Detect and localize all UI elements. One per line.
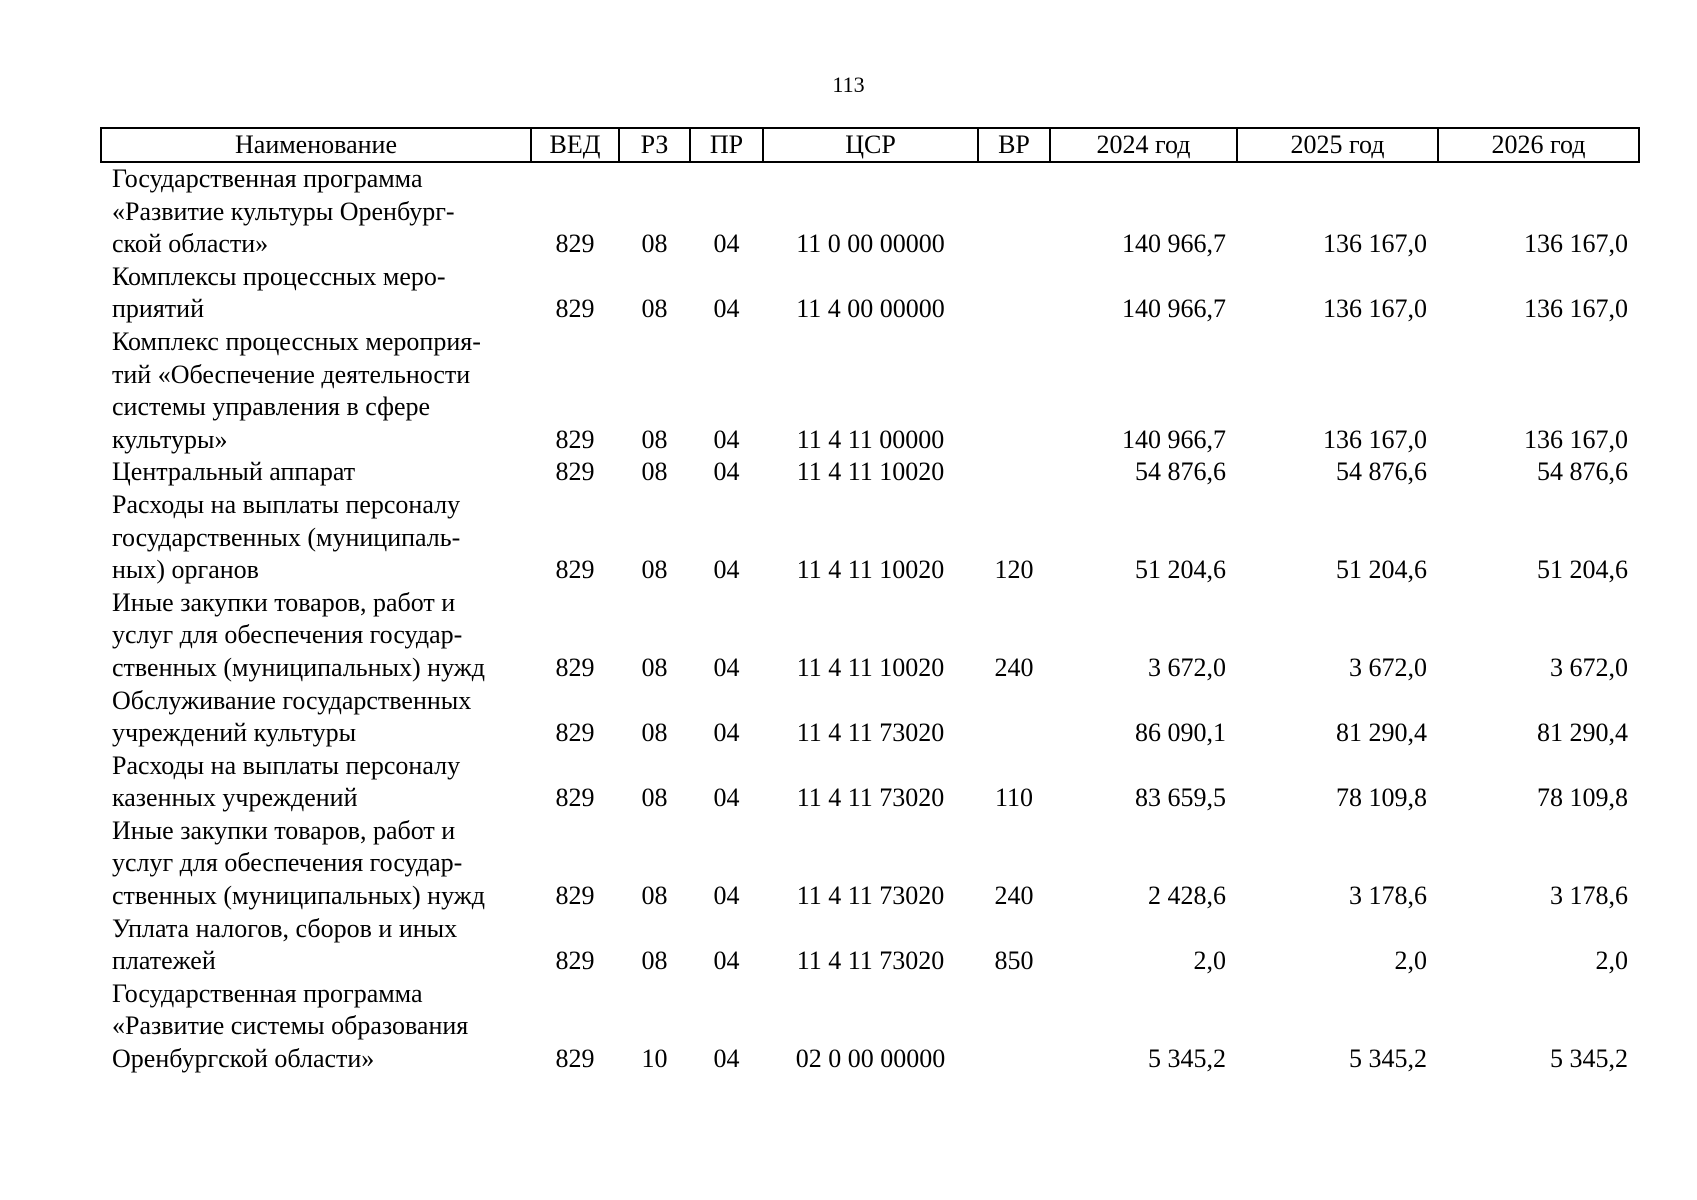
cell-vr: 850 [994,946,1034,976]
cell-rz: 08 [641,783,668,813]
table-body [101,162,1639,1076]
cell-2026: 5 345,2 [1550,1044,1628,1074]
header-vr: ВР [978,128,1050,162]
name-line: Иные закупки товаров, работ и [112,587,456,617]
cell-pr: 04 [713,881,740,911]
cell-2025: 2,0 [1394,946,1427,976]
page-number: 113 [832,72,865,97]
cell-name [101,261,531,326]
name-line: услуг для обеспечения государ- [112,848,463,878]
cell-vr [978,162,1050,261]
cell-csr: 11 4 11 10020 [796,652,945,682]
table-row [101,685,1639,750]
cell-name [101,587,531,685]
cell-csr: 11 4 11 73020 [796,881,945,911]
cell-2025: 81 290,4 [1336,718,1427,748]
cell-2026: 51 204,6 [1537,555,1628,585]
cell-2024: 83 659,5 [1135,783,1226,813]
cell-2024: 3 672,0 [1148,652,1226,682]
cell-ved: 829 [555,424,595,454]
cell-pr: 04 [713,555,740,585]
table-row [101,913,1639,978]
cell-vr [978,326,1050,456]
cell-pr: 04 [713,652,740,682]
table-row [101,587,1639,685]
cell-vr: 110 [994,783,1034,813]
header-name: Наименование [101,128,531,162]
cell-2026: 78 109,8 [1537,783,1628,813]
name-line: культуры» [112,424,228,454]
cell-pr: 04 [713,718,740,748]
table-row [101,162,1639,261]
table-row [101,326,1639,456]
name-line: Расходы на выплаты персоналу [112,750,461,780]
header-pr: ПР [690,128,763,162]
table-row [101,456,1639,489]
header-ved: ВЕД [531,128,619,162]
name-line: «Развитие системы образования [112,1011,469,1041]
cell-2025: 78 109,8 [1336,783,1427,813]
name-line: Иные закупки товаров, работ и [112,815,456,845]
cell-csr: 11 4 11 73020 [796,783,945,813]
cell-rz: 08 [641,457,668,487]
cell-csr: 02 0 00 00000 [795,1044,946,1074]
table-row [101,750,1639,815]
cell-2024: 140 966,7 [1122,229,1226,259]
cell-csr: 11 4 11 00000 [796,424,945,454]
cell-pr: 04 [713,424,740,454]
cell-rz: 08 [641,424,668,454]
cell-2026: 3 178,6 [1550,881,1628,911]
cell-csr: 11 4 11 73020 [796,946,945,976]
cell-rz: 10 [641,1044,668,1074]
name-line: Центральный аппарат [112,457,356,487]
cell-2024: 54 876,6 [1135,457,1226,487]
table-row [101,261,1639,326]
name-line: государственных (муниципаль- [112,522,461,552]
name-line: Комплекс процессных мероприя- [112,326,481,356]
cell-2024: 140 966,7 [1122,294,1226,324]
cell-ved: 829 [555,881,595,911]
cell-2024: 51 204,6 [1135,555,1226,585]
cell-2025: 136 167,0 [1323,229,1427,259]
cell-2026: 136 167,0 [1524,229,1628,259]
cell-pr: 04 [713,294,740,324]
cell-name [101,162,531,261]
cell-ved: 829 [555,294,595,324]
cell-name [101,489,531,587]
name-line: «Развитие культуры Оренбург- [112,196,455,226]
name-line: Комплексы процессных меро- [112,261,446,291]
cell-ved: 829 [555,1044,595,1074]
cell-2026: 81 290,4 [1537,718,1628,748]
cell-2024: 2,0 [1193,946,1226,976]
name-line: платежей [112,946,216,976]
cell-rz: 08 [641,718,668,748]
cell-pr: 04 [713,229,740,259]
name-line: Расходы на выплаты персоналу [112,489,461,519]
cell-pr: 04 [713,457,740,487]
cell-rz: 08 [641,881,668,911]
cell-rz: 08 [641,229,668,259]
cell-2024: 2 428,6 [1148,881,1226,911]
cell-csr: 11 4 11 10020 [796,457,945,487]
cell-pr: 04 [713,783,740,813]
cell-pr: 04 [713,946,740,976]
cell-ved: 829 [555,783,595,813]
cell-rz: 08 [641,946,668,976]
header-2026: 2026 год [1438,128,1639,162]
cell-ved: 829 [555,457,595,487]
cell-vr [978,685,1050,750]
cell-name [101,326,531,456]
cell-csr: 11 4 11 10020 [796,555,945,585]
name-line: ных) органов [112,555,259,585]
cell-name [101,815,531,913]
name-line: тий «Обеспечение деятельности [112,359,471,389]
budget-table [100,127,1640,1076]
header-csr: ЦСР [763,128,978,162]
cell-2025: 5 345,2 [1349,1044,1427,1074]
cell-2025: 51 204,6 [1336,555,1427,585]
table-row [101,489,1639,587]
cell-rz: 08 [641,652,668,682]
cell-2025: 136 167,0 [1323,294,1427,324]
cell-vr: 240 [994,881,1034,911]
name-line: системы управления в сфере [112,392,431,422]
name-line: приятий [112,294,204,324]
header-2024: 2024 год [1050,128,1237,162]
cell-ved: 829 [555,229,595,259]
name-line: Обслуживание государственных [112,685,472,715]
name-line: Государственная программа [112,978,423,1008]
cell-vr [978,456,1050,489]
cell-2025: 136 167,0 [1323,424,1427,454]
name-line: Уплата налогов, сборов и иных [112,913,458,943]
cell-2024: 5 345,2 [1148,1044,1226,1074]
cell-csr: 11 0 00 00000 [796,229,945,259]
name-line: Государственная программа [112,164,423,193]
cell-name [101,456,531,489]
cell-rz: 08 [641,294,668,324]
cell-ved: 829 [555,718,595,748]
name-line: казенных учреждений [112,783,358,813]
cell-2026: 2,0 [1595,946,1628,976]
cell-rz: 08 [641,555,668,585]
cell-2026: 136 167,0 [1524,424,1628,454]
cell-name [101,978,531,1076]
cell-vr [978,978,1050,1076]
cell-vr: 240 [994,652,1034,682]
cell-2024: 86 090,1 [1135,718,1226,748]
cell-2025: 3 672,0 [1349,652,1427,682]
cell-vr [978,261,1050,326]
cell-name [101,750,531,815]
cell-2025: 3 178,6 [1349,881,1427,911]
name-line: ственных (муниципальных) нужд [112,652,485,682]
name-line: Оренбургской области» [112,1044,375,1074]
cell-ved: 829 [555,555,595,585]
cell-csr: 11 4 11 73020 [796,718,945,748]
cell-2025: 54 876,6 [1336,457,1427,487]
cell-name [101,685,531,750]
name-line: услуг для обеспечения государ- [112,620,463,650]
table-row [101,978,1639,1076]
cell-2026: 54 876,6 [1537,457,1628,487]
table-header-row [101,128,1639,162]
cell-2026: 136 167,0 [1524,294,1628,324]
cell-2024: 140 966,7 [1122,424,1226,454]
cell-2026: 3 672,0 [1550,652,1628,682]
name-line: учреждений культуры [112,718,357,748]
cell-ved: 829 [555,652,595,682]
name-line: ственных (муниципальных) нужд [112,881,485,911]
header-2025: 2025 год [1237,128,1438,162]
cell-name [101,913,531,978]
cell-csr: 11 4 00 00000 [796,294,945,324]
table-row [101,815,1639,913]
cell-vr: 120 [994,555,1034,585]
cell-ved: 829 [555,946,595,976]
name-line: ской области» [112,229,269,259]
header-rz: РЗ [619,128,690,162]
cell-pr: 04 [713,1044,740,1074]
